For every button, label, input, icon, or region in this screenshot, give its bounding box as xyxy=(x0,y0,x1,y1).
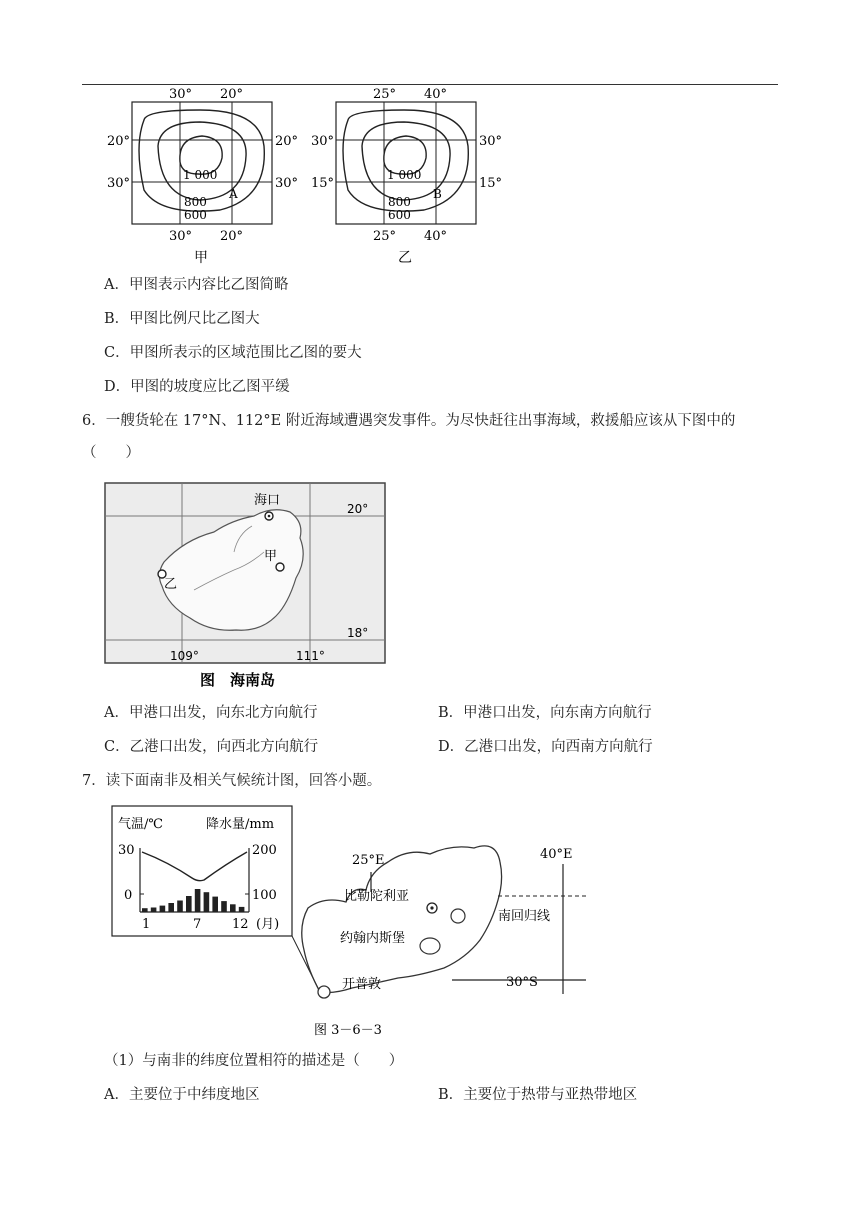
yi-contour-600: 600 xyxy=(388,208,411,222)
temp-tick-30: 30 xyxy=(118,843,135,858)
yi-contour-1000: 1 000 xyxy=(387,168,422,182)
q7-sub1-stem: （1）与南非的纬度位置相符的描述是（ ） xyxy=(104,1053,404,1069)
month-tick-7: 7 xyxy=(193,917,202,932)
yi-point-b: B xyxy=(433,187,442,201)
jia-contour-800: 800 xyxy=(184,195,207,209)
climate-precip-label: 降水量/mm xyxy=(206,817,275,832)
yi-right-lat-2: 15° xyxy=(479,176,503,191)
yi-caption: 乙 xyxy=(398,250,412,266)
precip-bar-11 xyxy=(230,904,236,912)
temp-tick-0: 0 xyxy=(124,888,133,903)
precip-bar-7 xyxy=(195,889,201,912)
lon-25e-label: 25°E xyxy=(352,853,385,868)
map-lon-111: 111° xyxy=(296,649,325,663)
map-city-haikou: 海口 xyxy=(254,493,281,508)
tropic-label: 南回归线 xyxy=(498,909,551,924)
map-lat-20: 20° xyxy=(347,502,369,516)
city-capetown: 开普敦 xyxy=(342,977,382,992)
month-tick-12: 12 xyxy=(232,917,249,932)
q5-option-d: D．甲图的坡度应比乙图平缓 xyxy=(104,379,290,395)
jia-point-a: A xyxy=(229,187,238,201)
yi-top-lon-1: 25° xyxy=(373,87,397,102)
map-lon-109: 109° xyxy=(170,649,199,663)
map-port-yi: 乙 xyxy=(164,577,178,592)
q6-stem-line1: 6．一艘货轮在 17°N、112°E 附近海域遭遇突发事件。为尽快赶往出事海域，救援船应该从下图中的 xyxy=(82,413,736,429)
lat-30s-label: 30°S xyxy=(506,975,538,990)
yi-bottom-lon-2: 40° xyxy=(424,229,448,244)
jia-top-lon-1: 30° xyxy=(169,87,193,102)
jia-right-lat-2: 30° xyxy=(275,176,299,191)
q5-option-b: B．甲图比例尺比乙图大 xyxy=(104,311,260,327)
q6-option-a: A．甲港口出发，向东北方向航行 xyxy=(104,705,318,721)
hainan-map xyxy=(104,482,388,692)
precip-bar-6 xyxy=(186,896,192,912)
precip-bar-1 xyxy=(142,908,148,912)
yi-right-lat-1: 30° xyxy=(479,134,503,149)
south-africa-figure xyxy=(108,800,598,1040)
contour-maps-figure xyxy=(100,86,510,266)
yi-left-lat-2: 15° xyxy=(311,176,335,191)
q5-option-a: A．甲图表示内容比乙图简略 xyxy=(104,277,289,293)
q7-stem: 7．读下面南非及相关气候统计图，回答小题。 xyxy=(82,773,382,789)
jia-caption: 甲 xyxy=(194,250,208,266)
yi-bottom-lon-1: 25° xyxy=(373,229,397,244)
jia-bottom-lon-2: 20° xyxy=(220,229,244,244)
jia-contour-600: 600 xyxy=(184,208,207,222)
precip-bar-12 xyxy=(239,907,245,912)
q6-stem-line2: （ ） xyxy=(82,445,140,461)
yi-left-lat-1: 30° xyxy=(311,134,335,149)
contour-map-jia xyxy=(107,87,298,266)
map-lat-18: 18° xyxy=(347,626,369,640)
contour-map-yi xyxy=(311,87,502,266)
q5-option-c: C．甲图所表示的区域范围比乙图的要大 xyxy=(104,345,362,361)
q6-option-d: D．乙港口出发，向西南方向航行 xyxy=(438,739,653,755)
q6-option-c: C．乙港口出发，向西北方向航行 xyxy=(104,739,319,755)
precip-bar-3 xyxy=(160,906,166,912)
precip-bar-8 xyxy=(204,892,210,912)
yi-contour-800: 800 xyxy=(388,195,411,209)
jia-left-lat-1: 20° xyxy=(107,134,131,149)
jia-left-lat-2: 30° xyxy=(107,176,131,191)
precip-bar-4 xyxy=(168,903,174,912)
month-tick-1: 1 xyxy=(142,917,151,932)
precip-bar-10 xyxy=(221,901,227,912)
jia-contour-1000: 1 000 xyxy=(183,168,218,182)
city-johannesburg: 约翰内斯堡 xyxy=(340,931,406,946)
precip-bar-2 xyxy=(151,908,157,913)
month-unit: (月) xyxy=(256,917,280,932)
lon-40e-label: 40°E xyxy=(540,847,573,862)
yi-top-lon-2: 40° xyxy=(424,87,448,102)
q6-option-b: B．甲港口出发，向东南方向航行 xyxy=(438,705,652,721)
q7-sub1-option-b: B．主要位于热带与亚热带地区 xyxy=(438,1087,638,1103)
precip-tick-200: 200 xyxy=(252,843,277,858)
city-pretoria: 比勒陀利亚 xyxy=(344,889,410,904)
precip-bar-5 xyxy=(177,901,183,913)
precip-bar-9 xyxy=(212,897,218,912)
climate-temp-label: 气温/℃ xyxy=(118,817,163,832)
jia-top-lon-2: 20° xyxy=(220,87,244,102)
map-caption: 图 海南岛 xyxy=(200,671,276,689)
precip-tick-100: 100 xyxy=(252,888,277,903)
map-port-jia: 甲 xyxy=(264,549,278,564)
jia-bottom-lon-1: 30° xyxy=(169,229,193,244)
header-rule xyxy=(82,84,778,85)
figure-caption: 图 3－6－3 xyxy=(314,1023,382,1038)
q7-sub1-option-a: A．主要位于中纬度地区 xyxy=(104,1087,260,1103)
jia-right-lat-1: 20° xyxy=(275,134,299,149)
